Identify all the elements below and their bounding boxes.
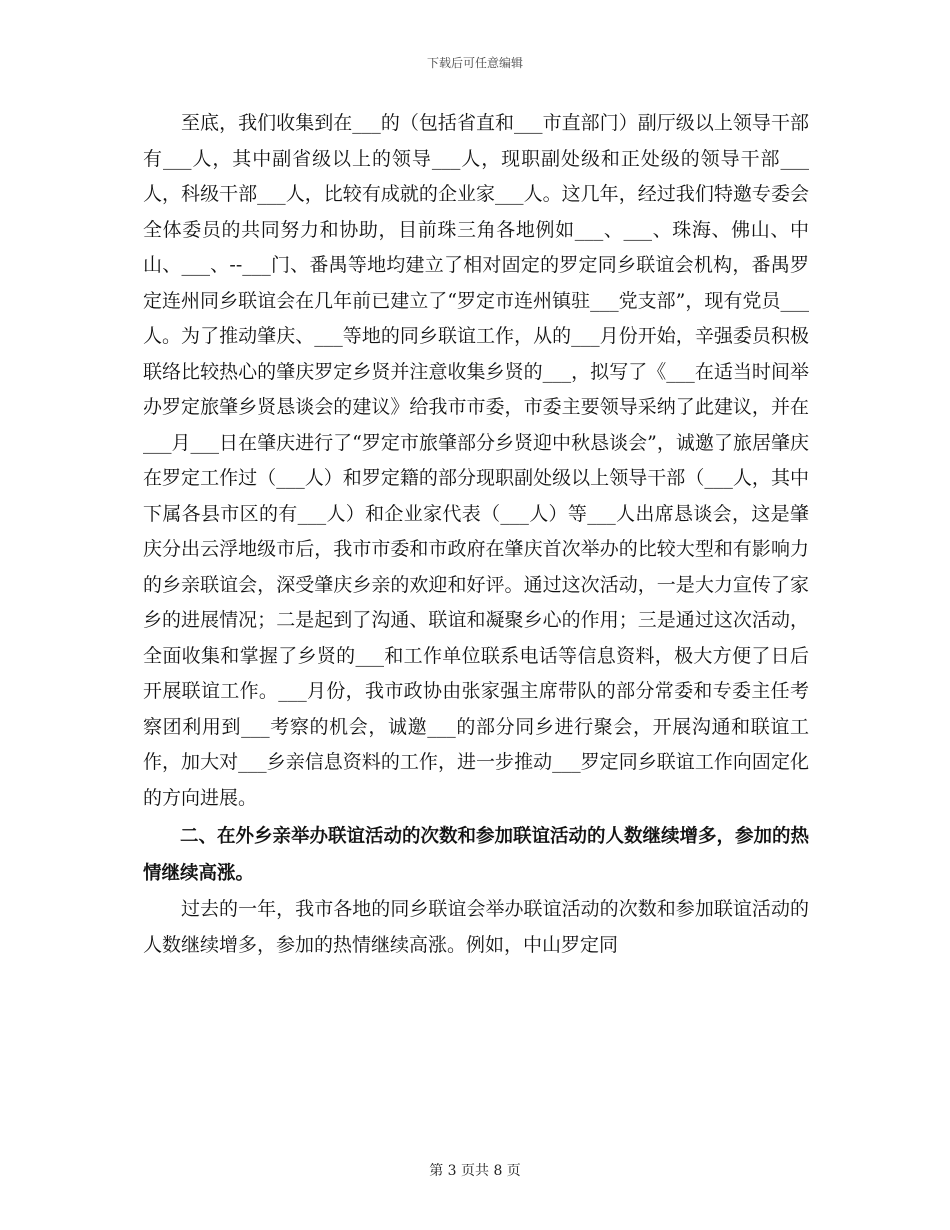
- section-heading: 二、在外乡亲举办联谊活动的次数和参加联谊活动的人数继续增多，参加的热情继续高涨。: [143, 826, 810, 884]
- body-paragraph: 至底，我们收集到在___的（包括省直和___市直部门）副厅级以上领导干部有___人，其中副省级以上的领导___人，现职副处级和正处级的领导干部___人，科级干部___人，比较有成就的企业家___人。这几年，经过我们特邀专委会全体委员的共同努力和协助，目前珠三角各地例如___、___、珠海、佛山、中山、___、--___门、番禺等地均建立了相对固定的罗定同乡联谊会机构，番禺罗定连州同乡联谊会在几年前已建立了“罗定市连州镇驻___党支部”，现有党员___人。为了推动肇庆、___等地的同乡联谊工作，从的___月份开始，辛强委员积极联络比较热心的肇庆罗定乡贤并注意收集乡贤的___，拟写了《___在适当时间举办罗定旅肇乡贤恳谈会的建议》给我市市委，市委主要领导采纳了此建议，并在___月___日在肇庆进行了“罗定市旅肇部分乡贤迎中秋恳谈会”，诚邀了旅居肇庆在罗定工作过（___人）和罗定籍的部分现职副处级以上领导干部（___人，其中下属各县市区的有___人）和企业家代表（___人）等___人出席恳谈会，这是肇庆分出云浮地级市后，我市市委和市政府在肇庆首次举办的比较大型和有影响力的乡亲联谊会，深受肇庆乡亲的欢迎和好评。通过这次活动，一是大力宣传了家乡的进展情况；二是起到了沟通、联谊和凝聚乡心的作用；三是通过这次活动，全面收集和掌握了乡贤的___和工作单位联系电话等信息资料，极大方便了日后开展联谊工作。___月份，我市政协由张家强主席带队的部分常委和专委主任考察团利用到___考察的机会，诚邀___的部分同乡进行聚会，开展沟通和联谊工作，加大对___乡亲信息资料的工作，进一步推动___罗定同乡联谊工作向固定化的方向进展。: [143, 112, 809, 809]
- document-body: [143, 106, 809, 963]
- page-header: 下载后可任意编辑: [426, 56, 523, 70]
- body-paragraph: 过去的一年，我市各地的同乡联谊会举办联谊活动的次数和参加联谊活动的人数继续增多，参加的热情继续高涨。例如，中山罗定同: [143, 898, 809, 956]
- page-footer: 第 3 页共 8 页: [429, 1163, 521, 1179]
